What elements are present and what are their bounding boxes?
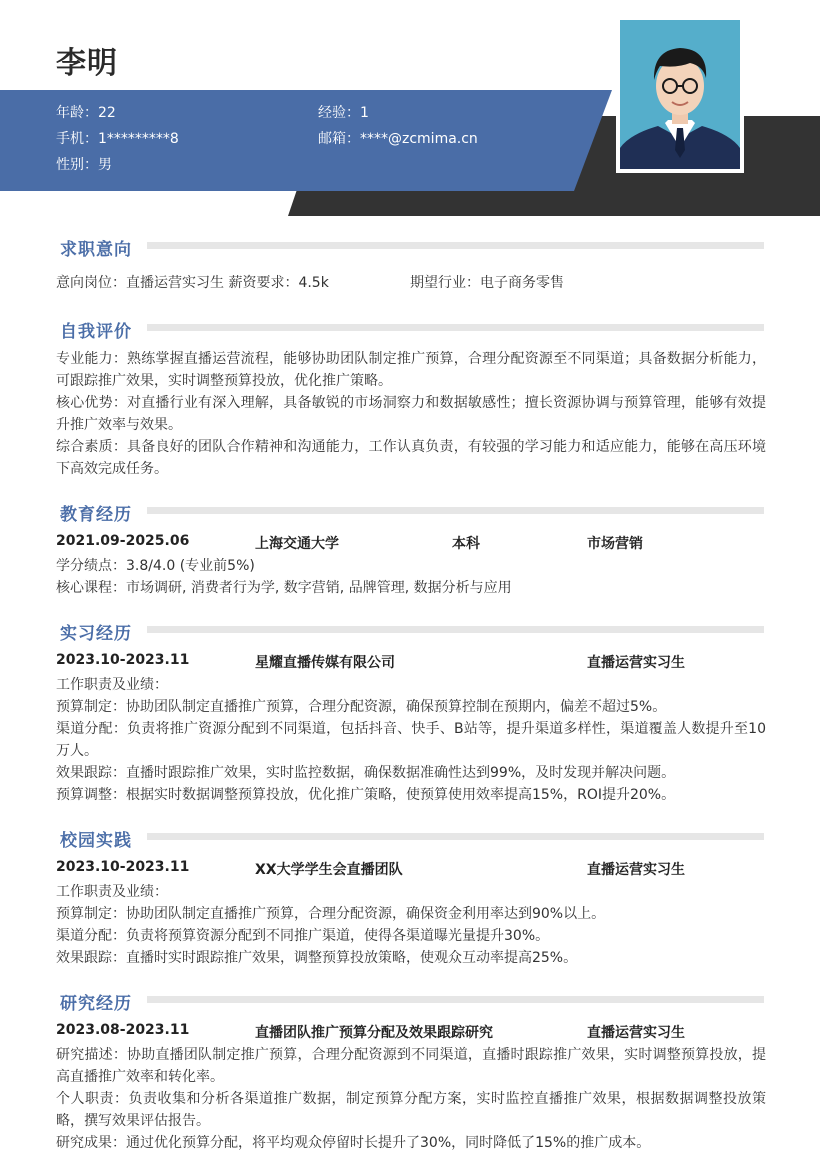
internship-intro: 工作职责及业绩： [56,677,168,693]
self-eval-strength: 核心优势：对直播行业有深入理解，具备敏锐的市场洞察力和数据敏感性；擅长资源协调与预算管理，能够有效提升推广效率与效果。 [56,395,766,433]
portrait-image [620,20,740,169]
research-project: 直播团队推广预算分配及效果跟踪研究 [255,1025,493,1041]
self-eval-professional: 专业能力：熟练掌握直播运营流程，能够协助团队制定推广预算，合理分配资源至不同渠道；具备数据分析能力，可跟踪推广效果，实时调整预算投放，优化推广策略。 [56,351,766,389]
research-period: 2023.08-2023.11 [56,1022,190,1038]
research-description: 研究描述：协助直播团队制定推广预算，合理分配资源到不同渠道，直播时跟踪推广效果，实时调整预算投放，提高直播推广效率和转化率。 [56,1047,766,1085]
section-divider [147,996,764,1003]
research-role: 直播运营实习生 [587,1025,685,1041]
campus-org: XX大学学生会直播团队 [255,862,403,878]
education-degree: 本科 [452,536,480,552]
education-school: 上海交通大学 [255,536,339,552]
section-title-self-eval: 自我评价 [60,322,132,342]
campus-period: 2023.10-2023.11 [56,859,190,875]
campus-role: 直播运营实习生 [587,862,685,878]
campus-duty-channel: 渠道分配：负责将预算资源分配到不同推广渠道，使得各渠道曝光量提升30%。 [56,928,550,944]
section-divider [147,626,764,633]
internship-company: 星耀直播传媒有限公司 [255,655,395,671]
profile-photo [616,16,744,173]
self-eval-quality: 综合素质：具备良好的团队合作精神和沟通能力，工作认真负责，有较强的学习能力和适应能力，能够在高压环境下高效完成任务。 [56,439,766,477]
section-divider [147,833,764,840]
intent-position-salary: 意向岗位：直播运营实习生 薪资要求：4.5k [56,275,329,291]
section-title-intent: 求职意向 [60,240,132,260]
gender-info: 性别：男 [56,157,112,173]
internship-duty-channel: 渠道分配：负责将推广资源分配到不同渠道，包括抖音、快手、B站等，提升渠道多样性，渠道覆盖人数提升至10万人。 [56,721,766,759]
campus-duty-tracking: 效果跟踪：直播时实时跟踪推广效果，调整预算投放策略，使观众互动率提高25%。 [56,950,578,966]
campus-duty-budget: 预算制定：协助团队制定直播推广预算，合理分配资源，确保资金利用率达到90%以上。 [56,906,606,922]
section-divider [147,507,764,514]
education-major: 市场营销 [587,536,643,552]
section-divider [147,242,764,249]
campus-intro: 工作职责及业绩： [56,884,168,900]
research-responsibility: 个人职责：负责收集和分析各渠道推广数据，制定预算分配方案，实时监控直播推广效果，根据数据调整投放策略，撰写效果评估报告。 [56,1091,766,1129]
intent-industry: 期望行业：电子商务零售 [410,275,564,291]
education-period: 2021.09-2025.06 [56,533,190,549]
section-title-education: 教育经历 [60,505,132,525]
phone-info: 手机：1*********8 [56,131,179,147]
education-courses: 核心课程：市场调研, 消费者行为学, 数字营销, 品牌管理, 数据分析与应用 [56,580,512,596]
internship-duty-adjust: 预算调整：根据实时数据调整预算投放，优化推广策略，使预算使用效率提高15%，ROI提升20%。 [56,787,676,803]
age-info: 年龄：22 [56,105,116,121]
research-result: 研究成果：通过优化预算分配，将平均观众停留时长提升了30%，同时降低了15%的推广成本。 [56,1135,651,1151]
experience-info: 经验：1 [318,105,369,121]
internship-role: 直播运营实习生 [587,655,685,671]
section-title-campus: 校园实践 [60,831,132,851]
internship-duty-budget: 预算制定：协助团队制定直播推广预算，合理分配资源，确保预算控制在预期内，偏差不超过5%。 [56,699,667,715]
candidate-name: 李明 [56,46,118,81]
education-gpa: 学分绩点：3.8/4.0 (专业前5%) [56,558,255,574]
internship-period: 2023.10-2023.11 [56,652,190,668]
section-title-research: 研究经历 [60,994,132,1014]
email-info: 邮箱：****@zcmima.cn [318,131,478,147]
section-divider [147,324,764,331]
internship-duty-tracking: 效果跟踪：直播时跟踪推广效果，实时监控数据，确保数据准确性达到99%，及时发现并解决问题。 [56,765,676,781]
section-title-internship: 实习经历 [60,624,132,644]
